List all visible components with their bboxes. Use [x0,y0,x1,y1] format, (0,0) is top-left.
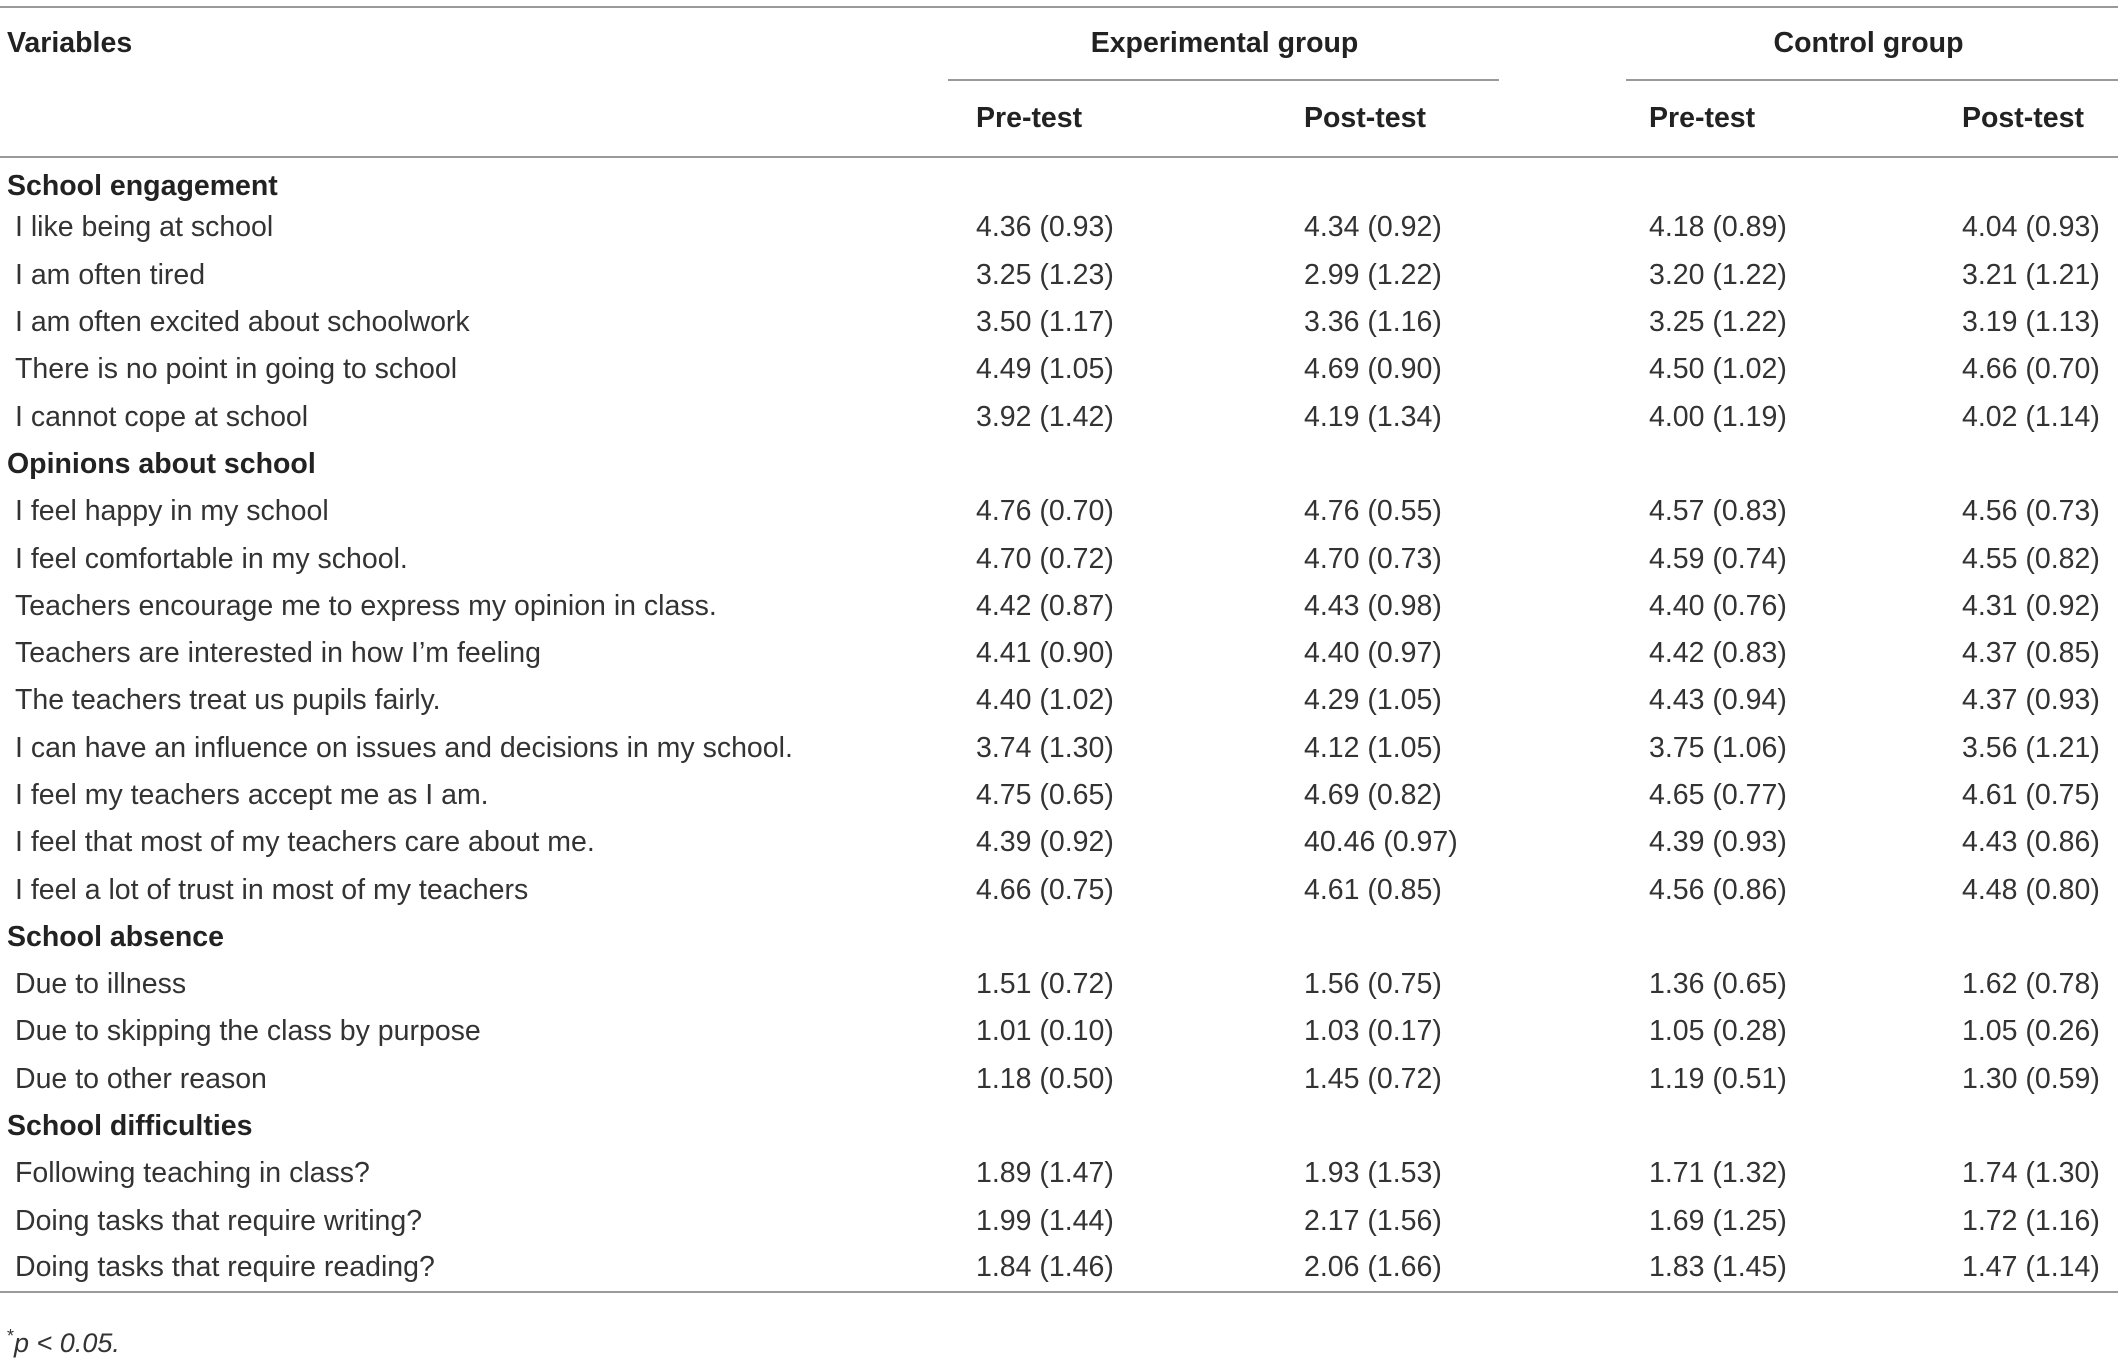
variable-label: I cannot cope at school [15,400,309,433]
ctl-posttest-value: 4.56 (0.73) [1962,495,2100,528]
ctl-pretest-value: 4.59 (0.74) [1649,542,1787,575]
exp-posttest-value: 4.34 (0.92) [1304,211,1442,244]
exp-posttest-value: 1.56 (0.75) [1304,968,1442,1001]
exp-posttest-value: 40.46 (0.97) [1304,826,1458,859]
exp-posttest-value: 4.69 (0.90) [1304,353,1442,386]
exp-pretest-value: 1.18 (0.50) [976,1062,1114,1095]
exp-posttest-value: 4.29 (1.05) [1304,684,1442,717]
exp-pretest-value: 4.36 (0.93) [976,211,1114,244]
section-title: Opinions about school [7,447,316,480]
ctl-posttest-value: 3.19 (1.13) [1962,306,2100,339]
ctl-pretest-value: 4.18 (0.89) [1649,211,1787,244]
exp-posttest-value: 4.61 (0.85) [1304,873,1442,906]
exp-pretest-value: 4.41 (0.90) [976,637,1114,670]
ctl-posttest-value: 4.04 (0.93) [1962,211,2100,244]
ctl-pretest-value: 1.19 (0.51) [1649,1062,1787,1095]
variable-label: I am often excited about schoolwork [15,306,470,339]
exp-posttest-value: 1.93 (1.53) [1304,1157,1442,1190]
section-row [0,157,2118,204]
ctl-pretest-value: 4.50 (1.02) [1649,353,1787,386]
ctl-pretest-value: 4.57 (0.83) [1649,495,1787,528]
exp-posttest-value: 1.03 (0.17) [1304,1015,1442,1048]
footnote-marker: * [7,1326,15,1346]
variable-label: Due to skipping the class by purpose [15,1015,481,1048]
exp-posttest-value: 4.43 (0.98) [1304,589,1442,622]
variable-label: There is no point in going to school [15,353,458,386]
ctl-pretest-value: 4.42 (0.83) [1649,637,1787,670]
exp-posttest-value: 3.36 (1.16) [1304,306,1442,339]
exp-posttest-value: 2.17 (1.56) [1304,1204,1442,1237]
variable-label: Due to other reason [15,1062,267,1095]
exp-pretest-value: 4.76 (0.70) [976,495,1114,528]
table-row [0,1245,2118,1292]
variable-label: Doing tasks that require writing? [15,1204,423,1237]
exp-posttest-header: Post-test [1272,83,1619,157]
exp-posttest-value: 4.40 (0.97) [1304,637,1442,670]
ctl-posttest-value: 3.21 (1.21) [1962,258,2100,291]
ctl-posttest-value: 3.56 (1.21) [1962,731,2100,764]
variable-label: I am often tired [15,258,206,291]
experimental-group-header [940,7,1619,83]
table-row [0,725,2118,772]
statistics-table [0,6,2118,1293]
variable-label: I feel a lot of trust in most of my teachers [15,873,529,906]
table-row [0,1056,2118,1103]
ctl-pretest-value: 1.83 (1.45) [1619,1245,1962,1292]
variable-label: I feel that most of my teachers care about me. [15,826,595,859]
section-title: School absence [7,920,224,953]
section-row [0,441,2118,488]
table-header [0,7,2118,157]
footnote-text: p < 0.05. [14,1328,120,1358]
ctl-posttest-value: 4.02 (1.14) [1962,400,2100,433]
variable-label: Following teaching in class? [15,1157,370,1190]
variable-label: I like being at school [15,211,274,244]
ctl-posttest-value: 1.47 (1.14) [1962,1245,2118,1292]
ctl-posttest-value: 4.37 (0.93) [1962,684,2100,717]
ctl-posttest-value: 4.43 (0.86) [1962,826,2100,859]
ctl-pretest-value: 1.05 (0.28) [1649,1015,1787,1048]
ctl-posttest-value: 1.30 (0.59) [1962,1062,2100,1095]
experimental-group-label: Experimental group [1090,27,1359,59]
ctl-pretest-value: 4.00 (1.19) [1649,400,1787,433]
table-row [0,1008,2118,1055]
table-row [0,772,2118,819]
table-row [0,488,2118,535]
table-row [0,630,2118,677]
ctl-posttest-value: 4.66 (0.70) [1962,353,2100,386]
exp-pretest-value: 4.70 (0.72) [976,542,1114,575]
section-row [0,914,2118,961]
ctl-posttest-header: Post-test [1962,83,2118,157]
variables-header: Variables [0,7,940,83]
exp-pretest-value: 4.66 (0.75) [976,873,1114,906]
table-row [0,677,2118,724]
variable-label: Doing tasks that require reading? [0,1245,940,1292]
exp-pretest-value: 3.92 (1.42) [976,400,1114,433]
exp-pretest-value: 1.51 (0.72) [976,968,1114,1001]
table-row [0,393,2118,440]
ctl-pretest-value: 3.25 (1.22) [1649,306,1787,339]
exp-pretest-value: 1.84 (1.46) [940,1245,1272,1292]
ctl-pretest-value: 1.69 (1.25) [1649,1204,1787,1237]
exp-pretest-header: Pre-test [940,83,1272,157]
ctl-posttest-value: 4.37 (0.85) [1962,637,2100,670]
ctl-pretest-value: 4.40 (0.76) [1649,589,1787,622]
experimental-group-rule [948,79,1499,81]
ctl-posttest-value: 1.74 (1.30) [1962,1157,2100,1190]
ctl-pretest-value: 4.39 (0.93) [1649,826,1787,859]
table-row [0,252,2118,299]
exp-posttest-value: 4.76 (0.55) [1304,495,1442,528]
exp-pretest-value: 3.50 (1.17) [976,306,1114,339]
variable-label: Due to illness [15,968,187,1001]
ctl-pretest-value: 1.71 (1.32) [1649,1157,1787,1190]
exp-pretest-value: 4.49 (1.05) [976,353,1114,386]
footnote [7,1328,120,1359]
exp-posttest-value: 2.06 (1.66) [1272,1245,1619,1292]
variable-label: The teachers treat us pupils fairly. [15,684,441,717]
variable-label: I feel my teachers accept me as I am. [15,779,489,811]
table-row [0,299,2118,346]
ctl-posttest-value: 4.61 (0.75) [1962,779,2100,811]
exp-pretest-value: 4.75 (0.65) [976,779,1114,811]
empty-header-cell [0,83,940,157]
exp-pretest-value: 4.39 (0.92) [976,826,1114,859]
exp-posttest-value: 4.12 (1.05) [1304,731,1442,764]
exp-pretest-value: 3.74 (1.30) [976,731,1114,764]
exp-pretest-value: 3.25 (1.23) [976,258,1114,291]
variable-label: I feel happy in my school [15,495,329,528]
ctl-posttest-value: 4.55 (0.82) [1962,542,2100,575]
exp-posttest-value: 4.19 (1.34) [1304,400,1442,433]
section-row [0,1103,2118,1150]
exp-posttest-value: 4.69 (0.82) [1304,779,1442,811]
table-row [0,204,2118,251]
variable-label: Teachers are interested in how I’m feeling [15,637,541,670]
ctl-pretest-header: Pre-test [1619,83,1962,157]
exp-pretest-value: 4.42 (0.87) [976,589,1114,622]
table-row [0,961,2118,1008]
control-group-header [1619,7,2118,83]
ctl-posttest-value: 1.62 (0.78) [1962,968,2100,1001]
table-row [0,583,2118,630]
table-row [0,819,2118,866]
ctl-pretest-value: 1.36 (0.65) [1649,968,1787,1001]
exp-pretest-value: 1.89 (1.47) [976,1157,1114,1190]
section-title: School difficulties [7,1110,253,1143]
exp-pretest-value: 4.40 (1.02) [976,684,1114,717]
ctl-pretest-value: 3.75 (1.06) [1649,731,1787,764]
table-body [0,157,2118,1292]
control-group-rule [1626,79,2118,81]
table-row [0,535,2118,582]
ctl-posttest-value: 4.48 (0.80) [1962,873,2100,906]
ctl-posttest-value: 1.72 (1.16) [1962,1204,2100,1237]
exp-pretest-value: 1.99 (1.44) [976,1204,1114,1237]
table-row [0,346,2118,393]
table-row [0,1150,2118,1197]
ctl-pretest-value: 4.65 (0.77) [1649,779,1787,811]
ctl-pretest-value: 3.20 (1.22) [1649,258,1787,291]
variable-label: I feel comfortable in my school. [15,542,408,575]
exp-posttest-value: 1.45 (0.72) [1304,1062,1442,1095]
table-row [0,866,2118,913]
variable-label: Teachers encourage me to express my opinion in class. [15,589,717,622]
exp-posttest-value: 2.99 (1.22) [1304,258,1442,291]
exp-pretest-value: 1.01 (0.10) [976,1015,1114,1048]
ctl-posttest-value: 1.05 (0.26) [1962,1015,2100,1048]
section-title: School engagement [7,169,278,202]
table-row [0,1198,2118,1245]
ctl-pretest-value: 4.43 (0.94) [1649,684,1787,717]
ctl-posttest-value: 4.31 (0.92) [1962,589,2100,622]
ctl-pretest-value: 4.56 (0.86) [1649,873,1787,906]
variable-label: I can have an influence on issues and decisions in my school. [15,731,793,764]
control-group-label: Control group [1773,27,1964,59]
exp-posttest-value: 4.70 (0.73) [1304,542,1442,575]
